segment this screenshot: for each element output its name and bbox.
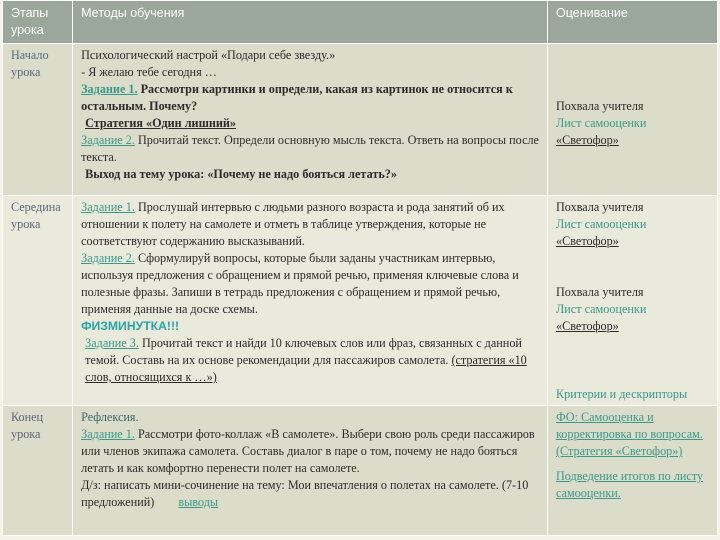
stage-cell: Начало урока — [3, 44, 73, 196]
task-1 — [81, 426, 541, 477]
task-label: Задание 2. — [81, 251, 135, 265]
lesson-plan-table — [2, 0, 718, 536]
header-assessment: Оценивание — [548, 1, 718, 44]
strategy: Стратегия «Один лишний» — [85, 116, 237, 130]
summary: Подведение итогов по листу самооценки. — [556, 469, 704, 500]
task-text: Прочитай текст. Определи основную мысль текста. Ответь на вопросы после текста. — [81, 133, 539, 164]
task-label: Задание 1. — [81, 427, 135, 441]
method-line: Психологический настрой «Подари себе звезду.» — [81, 48, 336, 62]
task-3 — [81, 335, 541, 386]
task-2 — [81, 250, 541, 318]
methods-cell — [73, 406, 548, 536]
reflection: Рефлексия. — [81, 410, 139, 424]
assessment-cell — [548, 406, 718, 536]
criteria-descriptors: Критерии и дескрипторы — [556, 387, 688, 401]
task-text: Сформулируй вопросы, которые были заданы участникам интервью, используя предложения с обращением и прямой речью, применяя ключевые слова и полезные фразы. Запиши в тетрадь предложения с обращением и прямой речью, применяя данные на доске схемы. — [81, 251, 519, 316]
table-row — [3, 44, 718, 196]
conclusions: выводы — [178, 495, 219, 509]
method-line: - Я желаю тебе сегодня … — [81, 65, 217, 79]
task-text: Рассмотри фото-коллаж «В самолете». Выбери свою роль среди пассажиров или членов экипажа самолета. Составь диалог в паре о том, почему не надо бояться летать и как комфортно перенести полет на самолете. — [81, 427, 535, 475]
homework — [81, 477, 541, 511]
header-row — [3, 1, 718, 44]
task-strategy: (стратегия «10 слов, относящихся к …») — [85, 353, 527, 384]
assessment-cell — [548, 196, 718, 406]
fizminutka: ФИЗМИНУТКА!!! — [81, 319, 180, 333]
self-assessment-sheet: Лист самооценки — [556, 217, 647, 231]
self-assessment-sheet: Лист самооценки — [556, 116, 647, 130]
task-1 — [81, 199, 541, 250]
formative-assessment: ФО: Самооценка и корректировка по вопросам. (Стратегия «Светофор») — [556, 410, 703, 458]
task-text: Рассмотри картинки и определи, какая из картинок не относится к остальным. Почему? — [81, 82, 513, 113]
stage-cell: Середина урока — [3, 196, 73, 406]
lesson-topic: Выход на тему урока: «Почему не надо бояться летать?» — [85, 167, 397, 181]
header-stage: Этапы урока — [3, 1, 73, 44]
header-methods: Методы обучения — [73, 1, 548, 44]
self-assessment-sheet: Лист самооценки — [556, 302, 647, 316]
homework-text: Д/з: написать мини-сочинение на тему: Мои впечатления о полетах на самолете. (7-10 предложений) — [81, 478, 529, 509]
teacher-praise: Похвала учителя — [556, 285, 644, 299]
stage-cell: Конец урока — [3, 406, 73, 536]
task-text: Прослушай интервью с людьми разного возраста и рода занятий об их отношении к полету на самолете и отметь в таблице утверждения, которые не соответствуют содержанию высказываний. — [81, 200, 505, 248]
task-label: Задание 1. — [81, 82, 138, 96]
task-label: Задание 1. — [81, 200, 135, 214]
table-row — [3, 196, 718, 406]
teacher-praise: Похвала учителя — [556, 200, 644, 214]
traffic-light: «Светофор» — [556, 319, 619, 333]
task-label: Задание 2. — [81, 133, 135, 147]
task-1 — [81, 81, 541, 115]
task-2 — [81, 132, 541, 166]
methods-cell — [73, 196, 548, 406]
traffic-light: «Светофор» — [556, 133, 619, 147]
traffic-light: «Светофор» — [556, 234, 619, 248]
table-row — [3, 406, 718, 536]
task-label: Задание 3. — [85, 336, 139, 350]
teacher-praise: Похвала учителя — [556, 99, 644, 113]
methods-cell — [73, 44, 548, 196]
assessment-cell — [548, 44, 718, 196]
task-text: Прочитай текст и найди 10 ключевых слов или фраз, связанных с данной темой. Составь на их основе рекомендации для пассажиров самолета. — [85, 336, 522, 367]
